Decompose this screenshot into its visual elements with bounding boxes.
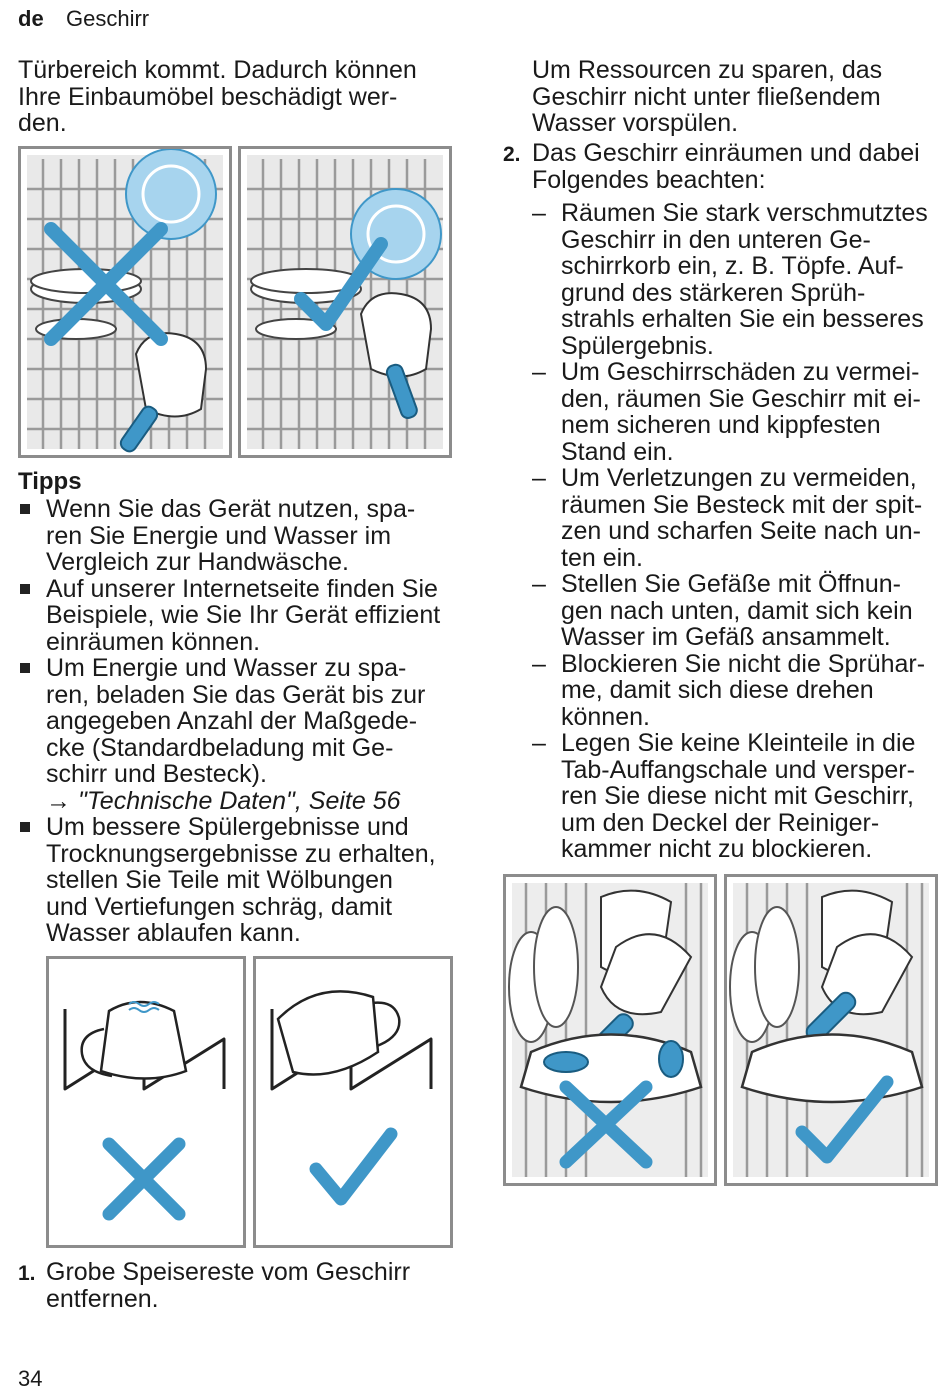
dash-marker: – — [532, 729, 546, 757]
text-line: ten ein. — [561, 543, 644, 572]
dash-marker: – — [532, 570, 546, 598]
text-line: ren Sie Energie und Wasser im — [46, 521, 392, 550]
text-line: den, räumen Sie Geschirr mit ei- — [561, 384, 921, 413]
text-line: ren, beladen Sie das Gerät bis zur — [46, 680, 426, 709]
list-item — [18, 576, 463, 656]
language-code: de — [18, 6, 44, 31]
tray-correct-figure — [724, 874, 938, 1186]
text-line: angegeben Anzahl der Maßgede- — [46, 707, 418, 735]
list-item — [532, 200, 944, 359]
text-line: Räumen Sie stark verschmutztes — [561, 199, 928, 227]
cup-wrong-figure — [46, 956, 246, 1248]
text-line: Trocknungsergebnisse zu erhalten, — [46, 839, 436, 868]
left-intro — [18, 57, 458, 137]
cup-correct-figure — [253, 956, 453, 1248]
text-line: Tab-Auffangschale und versper- — [561, 755, 915, 784]
list-item — [532, 571, 944, 651]
tips-heading: Tipps — [18, 468, 82, 495]
text-line: kammer nicht zu blockieren. — [561, 835, 873, 863]
list-item — [18, 814, 463, 947]
text-line: Beispiele, wie Sie Ihr Gerät effizient — [46, 601, 441, 629]
text-line: den. — [18, 109, 67, 137]
text-line: Stellen Sie Gefäße mit Öffnun- — [561, 570, 901, 598]
list-item — [18, 496, 463, 576]
step-number: 1. — [18, 1262, 36, 1285]
text-line: Wenn Sie das Gerät nutzen, spa- — [46, 495, 416, 523]
text-line: nem sicheren und kippfesten — [561, 411, 881, 439]
list-item — [532, 730, 944, 863]
step-2-text — [532, 140, 942, 193]
text-line: schirr und Besteck). — [46, 760, 267, 788]
cup-correct-illustration — [256, 959, 450, 1245]
text-line: räumen Sie Besteck mit der spit- — [561, 490, 923, 519]
tips-list — [18, 496, 463, 947]
text-line: entfernen. — [46, 1284, 159, 1313]
bullet-icon — [20, 584, 30, 594]
text-line: einräumen können. — [46, 627, 261, 656]
text-line: gen nach unten, damit sich kein — [561, 596, 913, 625]
text-line: Geschirr in den unteren Ge- — [561, 225, 871, 254]
text-line: Vergleich zur Handwäsche. — [46, 548, 349, 576]
cross-reference-link[interactable]: → "Technische Daten", Seite 56 — [46, 786, 401, 815]
rack-correct-figure — [238, 146, 452, 458]
dash-marker: – — [532, 358, 546, 386]
text-line: ren Sie diese nicht mit Geschirr, — [561, 782, 914, 810]
list-item — [532, 359, 944, 465]
rack-correct-illustration — [241, 149, 449, 455]
text-line: Wasser ablaufen kann. — [46, 919, 301, 947]
text-line: Wasser vorspülen. — [532, 109, 739, 137]
bullet-icon — [20, 663, 30, 673]
text-line: Spülergebnis. — [561, 331, 714, 360]
step-number: 2. — [503, 143, 521, 166]
list-item — [532, 465, 944, 571]
rack-wrong-illustration — [21, 149, 229, 455]
text-line: Um Verletzungen zu vermeiden, — [561, 464, 917, 492]
bullet-icon — [20, 822, 30, 832]
text-line: strahls erhalten Sie ein besseres — [561, 305, 924, 333]
bullet-icon — [20, 504, 30, 514]
text-line: Türbereich kommt. Dadurch können — [18, 56, 417, 84]
text-line: Das Geschirr einräumen und dabei — [532, 139, 920, 167]
text-line: Um Energie und Wasser zu spa- — [46, 654, 407, 682]
advice-list — [532, 200, 944, 863]
tray-correct-illustration — [727, 877, 935, 1183]
text-line: grund des stärkeren Sprüh- — [561, 278, 866, 307]
tray-wrong-figure — [503, 874, 717, 1186]
tips-list-wrap — [18, 496, 463, 947]
text-line: und Vertiefungen schräg, damit — [46, 892, 393, 921]
list-item — [18, 655, 463, 814]
right-intro — [532, 57, 942, 137]
text-line: stellen Sie Teile mit Wölbungen — [46, 866, 393, 894]
text-line: Blockieren Sie nicht die Sprühar- — [561, 649, 926, 678]
dash-marker: – — [532, 464, 546, 492]
text-line: zen und scharfen Seite nach un- — [561, 517, 921, 545]
text-line: Grobe Speisereste vom Geschirr — [46, 1258, 411, 1286]
text-line: cke (Standardbeladung mit Ge- — [46, 733, 394, 762]
text-line: Legen Sie keine Kleinteile in die — [561, 729, 916, 757]
cup-wrong-illustration — [49, 959, 243, 1245]
text-line: Folgendes beachten: — [532, 165, 766, 194]
text-line: Geschirr nicht unter fließendem — [532, 82, 881, 111]
advice-list-wrap — [532, 200, 944, 863]
dash-marker: – — [532, 199, 546, 227]
step-1-text — [46, 1259, 466, 1312]
text-line: Auf unserer Internetseite finden Sie — [46, 574, 438, 603]
text-line: Stand ein. — [561, 437, 674, 466]
text-line: um den Deckel der Reiniger- — [561, 808, 880, 837]
page-number: 34 — [18, 1366, 43, 1391]
text-line: können. — [561, 702, 650, 731]
text-line: Um bessere Spülergebnisse und — [46, 813, 409, 841]
text-line: Wasser im Gefäß ansammelt. — [561, 623, 891, 651]
section-title: Geschirr — [66, 6, 150, 31]
dash-marker: – — [532, 649, 546, 678]
text-line: Um Ressourcen zu sparen, das — [532, 56, 883, 84]
text-line: me, damit sich diese drehen — [561, 676, 874, 704]
tray-wrong-illustration — [506, 877, 714, 1183]
list-item — [532, 651, 944, 731]
text-line: Um Geschirrschäden zu vermei- — [561, 358, 920, 386]
text-line: schirrkorb ein, z. B. Töpfe. Auf- — [561, 252, 904, 280]
rack-wrong-figure — [18, 146, 232, 458]
text-line: Ihre Einbaumöbel beschädigt wer- — [18, 82, 398, 111]
